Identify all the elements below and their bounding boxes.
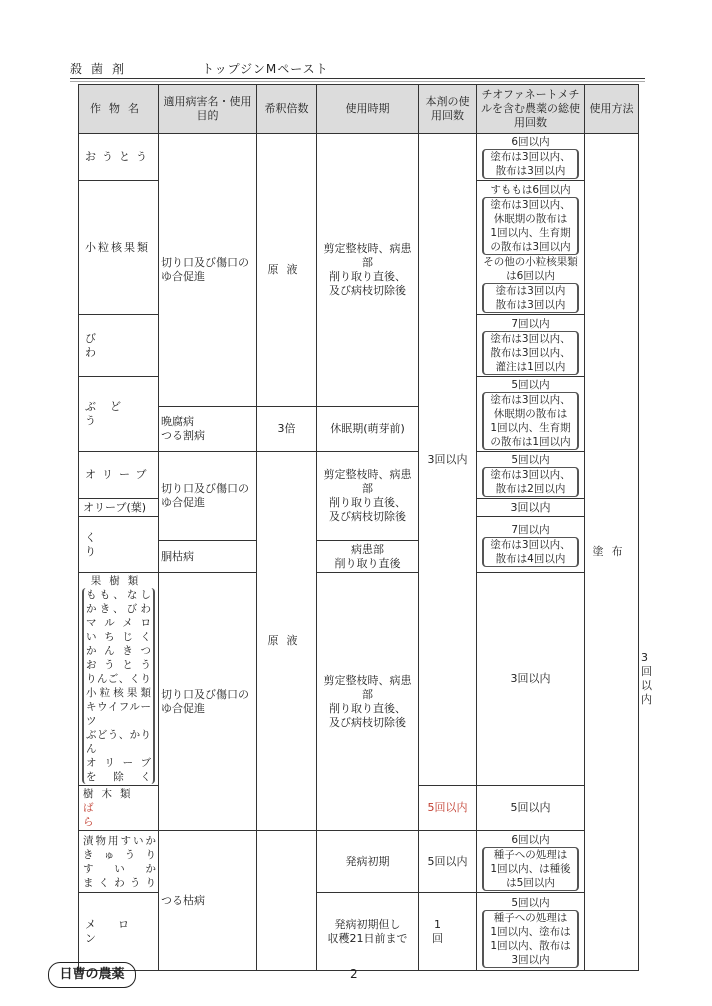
- dilution-cell: 原液: [257, 134, 317, 407]
- table-row: [79, 452, 639, 499]
- table-row: [79, 831, 639, 893]
- crop-cell: オリーブ: [79, 452, 159, 499]
- dilution-cell: 3倍: [257, 407, 317, 452]
- crop-cell: 漬物用すいか きゅうり すいか まくわうり: [79, 831, 159, 893]
- crop-cell: 小粒核果類: [79, 181, 159, 315]
- table-row: [79, 134, 639, 181]
- total-count-cell: 6回以内 塗布は3回以内、 散布は3回以内: [477, 134, 585, 181]
- total-count-cell: 7回以内 塗布は3回以内、 散布は3回以内、 灌注は1回以内: [477, 315, 585, 377]
- method-cell: 塗布: [585, 134, 639, 971]
- timing-cell: 発病初期: [317, 831, 419, 893]
- disease-cell: 晩腐病 つる割病: [159, 407, 257, 452]
- crop-cell: オリーブ(葉): [79, 499, 159, 517]
- crop-cell: ぶどう: [79, 377, 159, 452]
- disease-cell: 切り口及び傷口の ゆ合促進: [159, 134, 257, 407]
- crop-cell: くり: [79, 517, 159, 573]
- count-cell: 1回: [419, 893, 477, 971]
- timing-cell: 発病初期但し 収穫21日前まで: [317, 893, 419, 971]
- crop-cell: びわ: [79, 315, 159, 377]
- usage-table: [78, 84, 652, 971]
- total-count-cell: 6回以内 種子への処理は 1回以内、は種後 は5回以内: [477, 831, 585, 893]
- dilution-cell-empty: [257, 831, 317, 971]
- disease-cell: つる枯病: [159, 831, 257, 971]
- total-count-cell: 3回以内: [477, 499, 585, 517]
- count-cell: 3回以内: [419, 134, 477, 786]
- category-label: 殺菌剤: [70, 62, 134, 76]
- crop-cell: 果樹類 もも、なし かき、びわ マルメロ いちじく かんきつ おうとう りんご、くり 小粒核果類 キウイフルーツ ぶどう、かりん オリーブ を除く: [79, 573, 159, 786]
- disease-cell: 切り口及び傷口の ゆ合促進: [159, 452, 257, 541]
- crop-cell: おうとう: [79, 134, 159, 181]
- total-count-cell: 5回以内 塗布は3回以内、 散布は2回以内: [477, 452, 585, 499]
- count-cell: 5回以内: [419, 786, 477, 831]
- timing-cell: 剪定整枝時、病患部 削り取り直後、 及び病枝切除後: [317, 452, 419, 541]
- timing-cell: 休眠期(萌芽前): [317, 407, 419, 452]
- crop-bara: ばら: [83, 802, 128, 828]
- total-count-cell: 7回以内 塗布は3回以内、 散布は4回以内: [477, 517, 585, 573]
- crop-cell: メロン: [79, 893, 159, 971]
- col-total-count: チオファネートメチルを含む農薬の総使用回数: [477, 85, 585, 134]
- col-method: 使用方法: [585, 85, 639, 134]
- page-header: [70, 60, 645, 80]
- total-count-cell: 5回以内: [477, 786, 585, 831]
- disease-cell: 切り口及び傷口の ゆ合促進: [159, 573, 257, 831]
- dilution-cell: 原液: [257, 452, 317, 831]
- timing-cell: 剪定整枝時、病患部 削り取り直後、 及び病枝切除後: [317, 134, 419, 407]
- nisso-logo: 日曹の農薬: [48, 962, 136, 988]
- total-count-cell: すももは6回以内 塗布は3回以内、 休眠期の散布は 1回以内、生育期 の散布は3回以内 その他の小粒核果類 は6回以内 塗布は3回以内 散布は3回以内: [477, 181, 585, 315]
- col-timing: 使用時期: [317, 85, 419, 134]
- timing-cell: 剪定整枝時、病患部 削り取り直後、 及び病枝切除後: [317, 573, 419, 831]
- crop-cell: 樹木類 ばら: [79, 786, 159, 831]
- product-name: トップジンMペースト: [202, 62, 329, 76]
- col-dilution: 希釈倍数: [257, 85, 317, 134]
- col-crop: 作物名: [79, 85, 159, 134]
- header-rule: [70, 78, 645, 79]
- header-rule-thin: [70, 81, 645, 82]
- col-count: 本剤の使用回数: [419, 85, 477, 134]
- col-disease: 適用病害名・使用目的: [159, 85, 257, 134]
- count-cell: 5回以内: [419, 831, 477, 893]
- page-number: 2: [350, 967, 358, 981]
- table-header-row: [79, 85, 639, 134]
- table-row: 果樹類 もも、なし かき、びわ マルメロ いちじく かんきつ おうとう りんご、くり 小粒核果類 キウイフルーツ ぶどう、かりん オリーブ を除く 切り口及び傷口の ゆ合促進 剪定整枝時、病患部 削り取り直後、 及び病枝切除後 3回以内 3回以内: [79, 573, 639, 786]
- disease-cell: 胴枯病: [159, 541, 257, 573]
- total-count-cell: 5回以内 塗布は3回以内、 休眠期の散布は 1回以内、生育期 の散布は1回以内: [477, 377, 585, 452]
- timing-cell: 病患部 削り取り直後: [317, 541, 419, 573]
- total-count-cell: 5回以内 種子への処理は 1回以内、塗布は 1回以内、散布は 3回以内: [477, 893, 585, 971]
- count-cell: 3回以内: [477, 573, 585, 786]
